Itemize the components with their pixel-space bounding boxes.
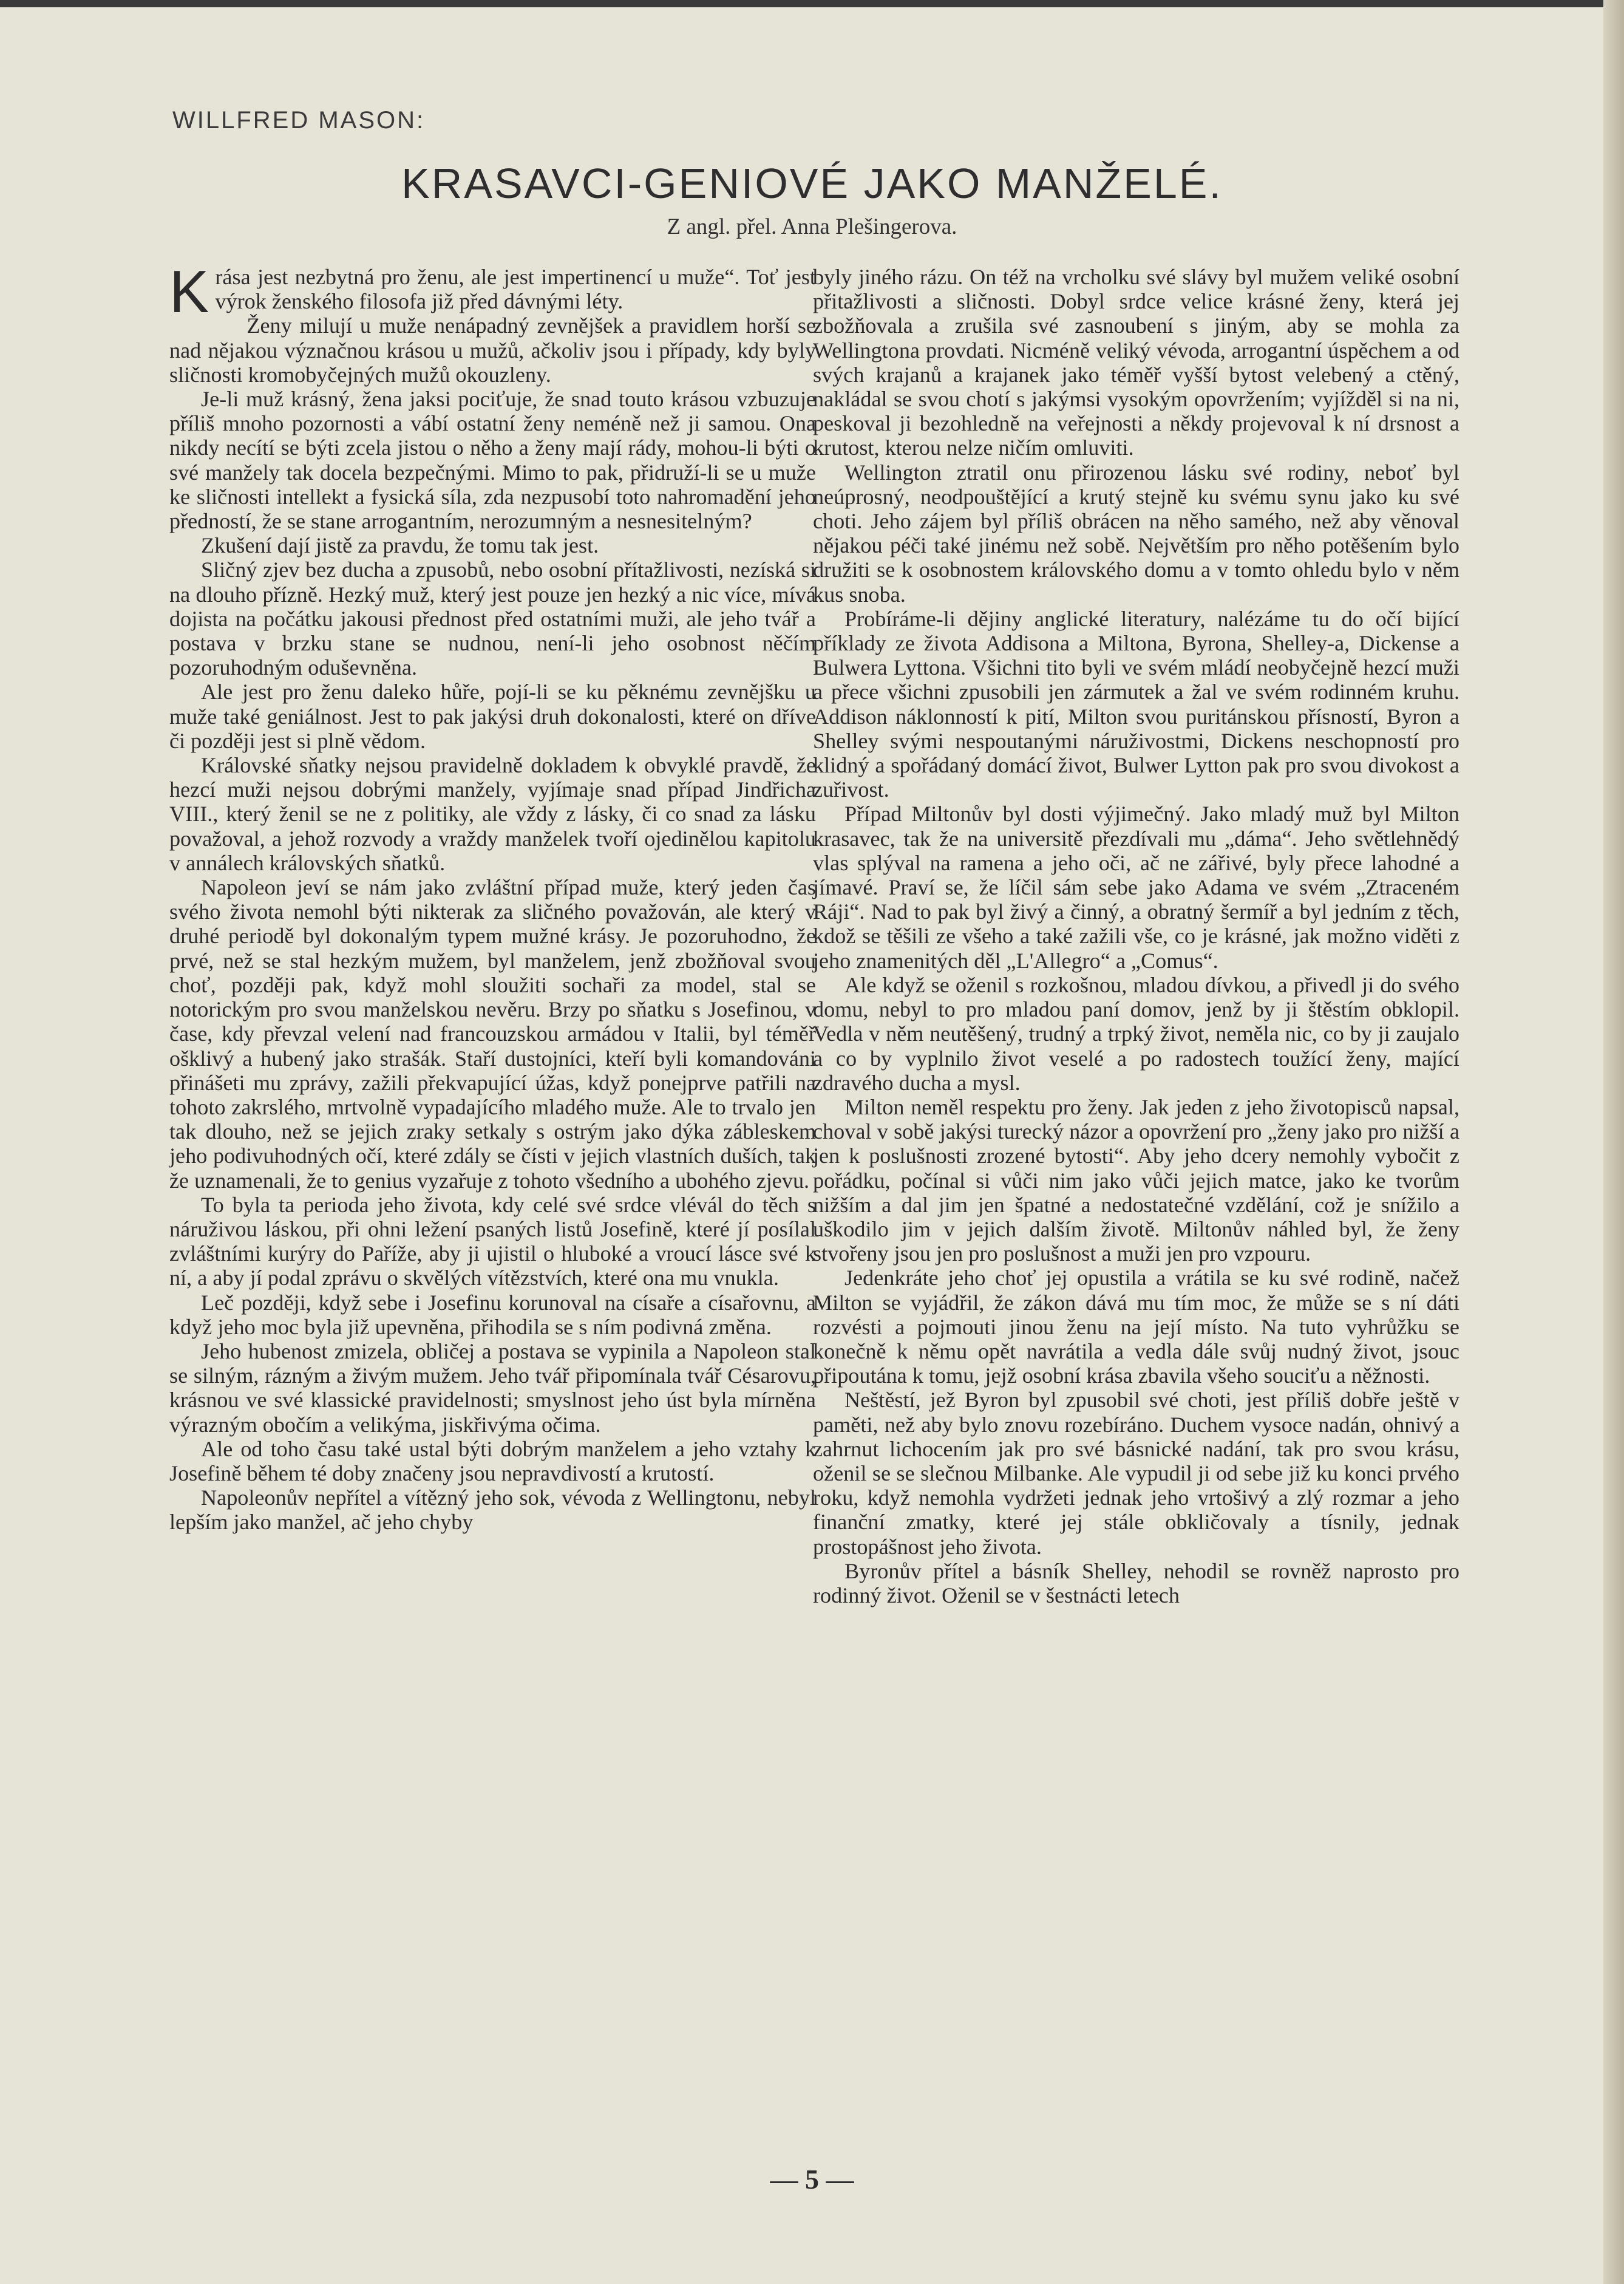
paragraph — [169, 258, 816, 325]
article-title: KRASAVCI-GENIOVÉ JAKO MANŽELÉ. — [401, 160, 1223, 207]
paragraph: Ale jest pro ženu daleko hůře, pojí-li se ku pěknému zevnějšku u muže také geniálnost. Jest to pak jakýsi druh dokonalosti, které on dříve či později jest si plně vědom. — [169, 680, 816, 753]
paragraph: Ženy milují u muže nenápadný zevnějšek a pravidlem horší se nad nějakou význačnou krásou u mužů, ačkoliv jsou i případy, kdy byly sličnosti kromobyčejných mužů okouzleny. — [169, 313, 816, 387]
paragraph: Probíráme-li dějiny anglické literatury, nalézáme tu do očí bijící příklady ze života Addisona a Miltona, Byrona, Shelley-a, Dickense a Bulwera Lyttona. Všichni tito byli ve svém mládí neobyčejně hezcí muži a přece všichni zpusobili jen zármutek a žal ve svém rodinném kruhu. Addison náklonností k pití, Milton svou puritánskou přísností, Byron a Shelley svými nespoutanými náruživostmi, Dickens neschopností pro klidný a spořádaný domácí život, Bulwer Lytton pak pro svou divokost a zuřivost. — [813, 606, 1459, 802]
drop-cap: K — [169, 258, 209, 325]
page-number: — 5 — — [770, 2164, 854, 2195]
paragraph: Wellington ztratil onu přirozenou lásku své rodiny, neboť byl neúprosný, neodpouštějící a krutý stejně ku svému synu jako ku své choti. Jeho zájem byl příliš obrácen na něho samého, než aby věnoval nějakou péči také jinému než sobě. Největším pro něho potěšením bylo družiti se k osobnostem královského domu a v tomto ohledu bylo v něm kus snoba. — [813, 460, 1459, 607]
paragraph: Byronův přítel a básník Shelley, nehodil se rovněž naprosto pro rodinný život. Oženil se v šestnácti letech — [813, 1558, 1459, 1607]
paragraph: Sličný zjev bez ducha a zpusobů, nebo osobní přítažlivosti, nezíská si na dlouho přízně. Hezký muž, který jest pouze jen hezký a nic více, mívá dojista na počátku jakousi přednost před ostatními muži, ale jeho tvář a postava v brzku stane se nudnou, není-li jeho osobnost něčím pozoruhodným oduševněna. — [169, 557, 816, 680]
paragraph: Napoleon jeví se nám jako zvláštní případ muže, který jeden čas svého života nemohl býti nikterak za sličného považován, ale který v druhé periodě byl dokonalým typem mužné krásy. Je pozoruhodno, že prvé, než se stal hezkým mužem, byl manželem, jenž zbožňoval svou choť, později pak, když mohl sloužiti sochaři za model, stal se notorickým pro svou manželskou nevěru. Brzy po sňatku s Josefinou, v čase, kdy převzal velení nad francouzskou armádou v Italii, byl téměř ošklivý a hubený jako strašák. Staří dustojníci, kteří byli komandováni přinášeti mu zprávy, zažili překvapující úžas, když ponejprve patřili na tohoto zakrslého, mrtvolně vypadajícího mladého muže. Ale to trvalo jen tak dlouho, než se jejich zraky setkaly s ostrým jako dýka zábleskem jeho podivuhodných očí, které zdály se čísti v jejich vlastních duších, tak že uznamenali, že to genius vyzařuje z tohoto všedního a ubohého zjevu. — [169, 875, 816, 1193]
paragraph: Napoleonův nepřítel a vítězný jeho sok, vévoda z Wellingtonu, nebyl lepším jako manžel, ač jeho chyby — [169, 1485, 816, 1535]
translator-credit: Z angl. přel. Anna Plešingerova. — [667, 214, 957, 239]
author-name: WILLFRED MASON: — [172, 107, 426, 134]
paragraph: Neštěstí, jež Byron byl zpusobil své choti, jest příliš dobře ještě v paměti, než aby bylo znovu rozebíráno. Duchem vysoce nadán, ohnivý a zahrnut lichocením jak pro své básnické nadání, tak pro svou krásu, oženil se se slečnou Milbanke. Ale vypudil ji od sebe již ku konci prvého roku, když nemohla vydržeti jednak jeho vrtošivý a zlý rozmar a jeho finanční zmatky, které jej stále obkličovaly a tísnily, jednak prostopášnost jeho života. — [813, 1388, 1459, 1559]
paragraph: Ale od toho času také ustal býti dobrým manželem a jeho vztahy k Josefině během té doby značeny jsou nepravdivostí a krutostí. — [169, 1436, 816, 1485]
paragraph: Královské sňatky nejsou pravidelně dokladem k obvyklé pravdě, že hezcí muži nejsou dobrými manžely, vyjímaje snad případ Jindřicha VIII., který ženil se ne z politiky, ale vždy z lásky, či co snad za lásku považoval, a jehož rozvody a vraždy manželek tvoří ojedinělou kapitolu v annálech královských sňatků. — [169, 753, 816, 875]
paragraph: Je-li muž krásný, žena jaksi pociťuje, že snad touto krásou vzbuzuje příliš mnoho pozornosti a vábí ostatní ženy neméně než ji samou. Ona nikdy necítí se býti zcela jistou o něho a ženy mají rády, mohou-li býti o své manžely tak docela bezpečnými. Mimo to pak, přidruží-li se u muže ke sličnosti intellekt a fysická síla, zda nezpusobí toto nahromadění jeho předností, že se stane arrogantním, nerozumným a nesnesitelným? — [169, 387, 816, 534]
paragraph: Případ Miltonův byl dosti výjimečný. Jako mladý muž byl Milton krasavec, tak že na universitě přezdívali mu „dáma“. Jeho světlehnědý vlas splýval na ramena a jeho oči, ač ne zářivé, byly přece lahodné a jímavé. Praví se, že líčil sám sebe jako Adama ve svém „Ztraceném Ráji“. Nad to pak byl živý a činný, a obratný šermíř a byl jedním z těch, kdož se těšili ze všeho a také zažili vše, co je krásné, jak možno viděti z jeho znamenitých děl „L'Allegro“ a „Comus“. — [813, 802, 1459, 973]
paragraph: Ale když se oženil s rozkošnou, mladou dívkou, a přivedl ji do svého domu, nebyl to pro mladou paní domov, jenž by ji štěstím obklopil. Vedla v něm neutěšený, trudný a trpký život, neměla nic, co by ji zaujalo a co by vyplnilo život veselé a po radostech toužící ženy, mající zdravého ducha a mysl. — [813, 972, 1459, 1095]
paragraph: byly jiného rázu. On též na vrcholku své slávy byl mužem veliké osobní přitažlivosti a sličnosti. Dobyl srdce velice krásné ženy, která jej zbožňovala a zrušila své zasnoubení s jiným, aby se mohla za Wellingtona provdati. Nicméně veliký vévoda, arrogantní úspěchem a od svých krajanů a krajanek jako téměř vyšší bytost velebený a ctěný, nakládal se svou chotí s jakýmsi vysokým opovržením; vyjížděl si na ni, peskoval ji bezohledně na veřejnosti a někdy projevoval k ní drsnost a krutost, kterou nelze ničím omluviti. — [813, 265, 1459, 460]
paragraph: To byla ta perioda jeho života, kdy celé své srdce vlévál do těch s náruživou láskou, při ohni ležení psaných listů Josefině, které jí posílal zvláštními kurýry do Paříže, aby ji ujistil o hluboké a vroucí lásce své k ní, a aby jí podal zprávu o skvělých vítězstvích, které ona mu vnukla. — [169, 1192, 816, 1290]
scan-top-edge — [0, 0, 1624, 7]
left-column — [169, 258, 816, 1535]
page-right-edge — [1603, 0, 1624, 2284]
paragraph: Jeho hubenost zmizela, obličej a postava se vypinila a Napoleon stal se silným, rázným a živým mužem. Jeho tvář připomínala tvář Césarovu, krásnou ve své klassické pravidelnosti; smyslnost jeho úst byla mírněna výrazným obočím a velikýma, jiskřivýma očima. — [169, 1338, 816, 1437]
paragraph: Jedenkráte jeho choť jej opustila a vrátila se ku své rodině, načež Milton se vyjádřil, že zákon dává mu tím moc, že může se s ní dáti rozvésti a pojmouti jinou ženu na její místo. Na tuto vyhrůžku se konečně k němu opět navrátila a vedla dále svůj nudný život, jsouc připoutána k tomu, jejž osobní krása zbavila všeho souciťu a něžnosti. — [813, 1266, 1459, 1388]
paragraph: Zkušení dají jistě za pravdu, že tomu tak jest. — [201, 533, 599, 558]
paragraph: Leč později, když sebe i Josefinu korunoval na císaře a císařovnu, a když jeho moc byla již upevněna, přihodila se s ním podivná změna. — [169, 1290, 816, 1339]
right-column — [813, 265, 1459, 1607]
paragraph-text: rása jest nezbytná pro ženu, ale jest impertinencí u muže“. Toť jest výrok ženského filosofa již před dávnými léty. — [215, 265, 816, 314]
paragraph: Milton neměl respektu pro ženy. Jak jeden z jeho životopisců napsal, choval v sobě jakýsi turecký názor a opovržení pro „ženy jako pro nižší a jen k poslušnosti zrozené bytosti“. Aby jeho dcery nemohly vybočit z pořádku, počínal si vůči nim jako vůči jejich matce, jako ke tvorům nižším a dal jim jen špatné a nedostatečné vzdělání, což je snížilo a uškodilo jim v jejich dalším životě. Miltonův náhled byl, že ženy stvořeny jsou jen pro poslušnost a muži jen pro vzpouru. — [813, 1094, 1459, 1266]
